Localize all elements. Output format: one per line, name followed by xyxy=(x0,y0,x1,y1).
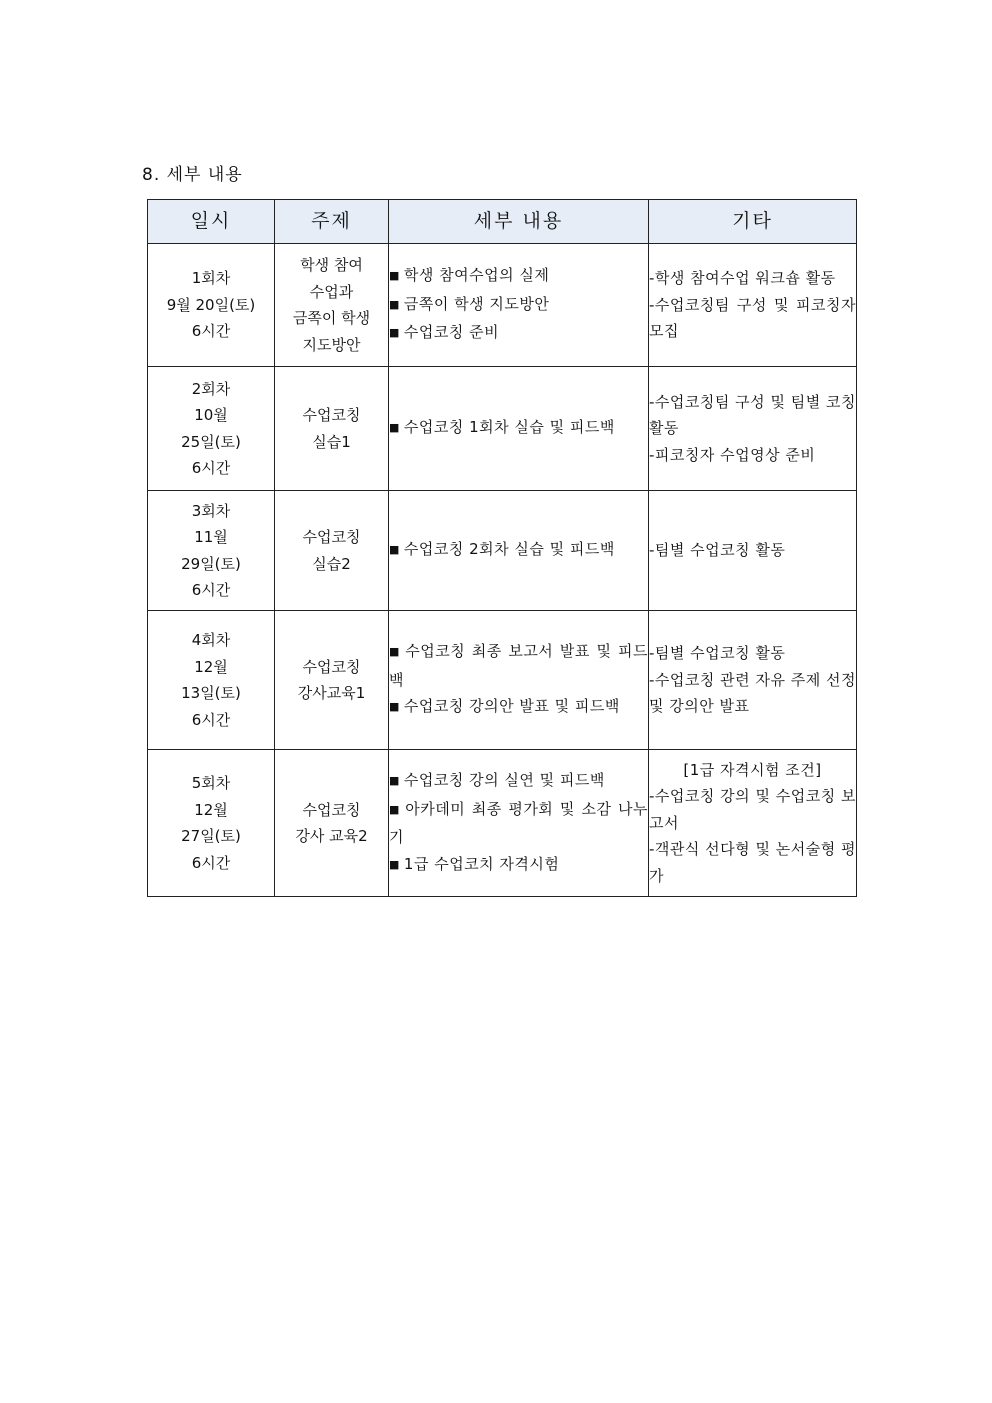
etc-cell xyxy=(649,611,857,750)
topic-line: 수업코칭 xyxy=(302,657,361,676)
topic-line: 수업과 xyxy=(309,282,354,301)
topic-line: 금쪽이 학생 xyxy=(292,309,371,327)
etc-item: -수업코칭 강의 및 수업코칭 보고서 xyxy=(649,787,856,832)
date-cell xyxy=(148,244,275,367)
session-month: 10월 xyxy=(194,406,228,424)
square-bullet-icon: ■ xyxy=(389,774,400,787)
session-label: 4회차 xyxy=(191,631,231,649)
session-month: 12월 xyxy=(194,657,228,676)
session-label: 2회차 xyxy=(191,379,231,398)
topic-cell xyxy=(275,750,389,897)
session-hours: 6시간 xyxy=(191,710,231,729)
etc-item: -피코칭자 수업영상 준비 xyxy=(649,445,816,464)
session-day: 13일(토) xyxy=(181,684,241,702)
session-hours: 6시간 xyxy=(191,459,231,477)
header-date: 일시 xyxy=(148,200,275,244)
etc-heading: [1급 자격시험 조건] xyxy=(683,760,822,779)
topic-line: 수업코칭 xyxy=(302,406,361,424)
date-cell xyxy=(148,367,275,491)
detail-item: ■ 수업코칭 강의안 발표 및 피드백 xyxy=(389,697,620,716)
session-hours: 6시간 xyxy=(191,581,231,599)
details-cell xyxy=(389,491,649,611)
header-details: 세부 내용 xyxy=(389,200,649,244)
topic-line: 강사 교육2 xyxy=(295,827,368,845)
etc-cell xyxy=(649,491,857,611)
session-hours: 6시간 xyxy=(191,853,231,872)
topic-cell xyxy=(275,491,389,611)
topic-cell xyxy=(275,611,389,750)
date-cell xyxy=(148,750,275,897)
square-bullet-icon: ■ xyxy=(389,802,402,816)
etc-item: -수업코칭 관련 자유 주제 선정 및 강의안 발표 xyxy=(649,670,856,716)
session-label: 3회차 xyxy=(191,501,231,520)
session-month: 11월 xyxy=(194,528,228,546)
etc-cell xyxy=(649,244,857,367)
table-row xyxy=(148,367,857,491)
square-bullet-icon: ■ xyxy=(389,326,400,340)
topic-line: 수업코칭 xyxy=(302,528,361,546)
session-hours: 6시간 xyxy=(191,322,231,341)
schedule-table xyxy=(147,199,857,897)
etc-item: -팀별 수업코칭 활동 xyxy=(649,644,786,663)
detail-item: ■ 아카데미 최종 평가회 및 소감 나누기 xyxy=(389,799,648,846)
etc-item: -팀별 수업코칭 활동 xyxy=(649,541,786,560)
detail-item: ■ 1급 수업코치 자격시험 xyxy=(389,854,560,873)
table-row xyxy=(148,491,857,611)
topic-line: 실습1 xyxy=(312,432,351,451)
date-cell xyxy=(148,491,275,611)
detail-item: ■ 금쪽이 학생 지도방안 xyxy=(389,294,550,313)
section-title: 8. 세부 내용 xyxy=(142,165,243,185)
header-topic: 주제 xyxy=(275,200,389,244)
session-month: 12월 xyxy=(194,800,228,819)
detail-item: ■ 수업코칭 준비 xyxy=(389,323,500,342)
session-day: 27일(토) xyxy=(181,827,241,845)
square-bullet-icon: ■ xyxy=(389,297,400,311)
header-etc: 기타 xyxy=(649,200,857,244)
detail-item: ■ 수업코칭 1회차 실습 및 피드백 xyxy=(389,418,615,437)
session-label: 1회차 xyxy=(191,269,231,288)
date-cell xyxy=(148,611,275,750)
details-cell xyxy=(389,244,649,367)
topic-cell xyxy=(275,367,389,491)
etc-item: -수업코칭팀 구성 및 피코칭자 모집 xyxy=(649,295,856,341)
square-bullet-icon: ■ xyxy=(389,857,400,871)
etc-cell xyxy=(649,367,857,491)
detail-item: ■ 학생 참여수업의 실제 xyxy=(389,266,550,285)
topic-line: 학생 참여 xyxy=(300,256,363,274)
topic-line: 수업코칭 xyxy=(302,800,361,819)
details-cell xyxy=(389,611,649,750)
topic-line: 실습2 xyxy=(312,554,351,573)
etc-item: -객관식 선다형 및 논서술형 평가 xyxy=(649,840,856,885)
etc-cell xyxy=(649,750,857,897)
detail-item: ■ 수업코칭 최종 보고서 발표 및 피드백 xyxy=(389,642,648,689)
square-bullet-icon: ■ xyxy=(389,269,400,283)
session-date: 9월 20일(토) xyxy=(166,295,256,314)
detail-item: ■ 수업코칭 강의 실연 및 피드백 xyxy=(389,771,605,789)
square-bullet-icon: ■ xyxy=(389,421,400,435)
session-day: 29일(토) xyxy=(181,554,241,573)
square-bullet-icon: ■ xyxy=(389,645,402,659)
detail-item: ■ 수업코칭 2회차 실습 및 피드백 xyxy=(389,540,615,559)
session-label: 5회차 xyxy=(191,774,231,792)
table-header-row xyxy=(148,200,857,244)
session-day: 25일(토) xyxy=(181,432,241,451)
details-cell xyxy=(389,367,649,491)
table-row xyxy=(148,611,857,750)
square-bullet-icon: ■ xyxy=(389,700,400,714)
table-row xyxy=(148,750,857,897)
etc-item: -수업코칭팀 구성 및 팀별 코칭 활동 xyxy=(649,392,856,438)
square-bullet-icon: ■ xyxy=(389,543,400,557)
details-cell xyxy=(389,750,649,897)
topic-line: 지도방안 xyxy=(302,335,361,354)
topic-cell xyxy=(275,244,389,367)
etc-item: -학생 참여수업 워크숍 활동 xyxy=(649,269,836,288)
topic-line: 강사교육1 xyxy=(297,684,366,702)
table-row xyxy=(148,244,857,367)
